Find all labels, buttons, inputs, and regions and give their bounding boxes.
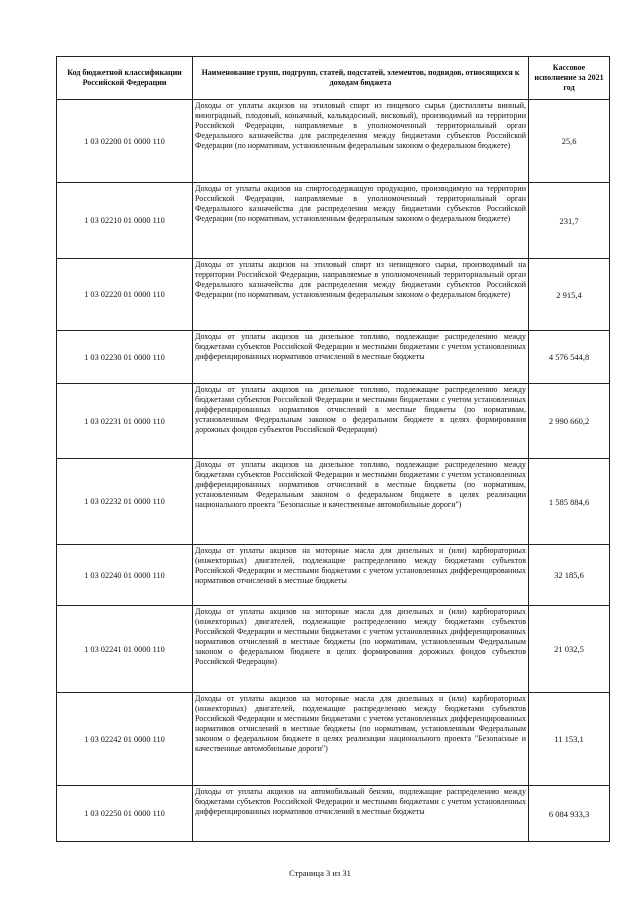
row-code: 1 03 02241 01 0000 110 — [57, 606, 193, 693]
row-code: 1 03 02200 01 0000 110 — [57, 100, 193, 183]
table-row — [57, 384, 610, 459]
table-row — [57, 606, 610, 693]
row-amount: 25,6 — [529, 100, 610, 183]
header-amount: Кассовое исполнение за 2021 год — [529, 57, 610, 100]
row-name: Доходы от уплаты акцизов на моторные масла для дизельных и (или) карбюраторных (инжекторных) двигателей, подлежащие распределению между бюджетами субъектов Российской Федерации и местными бюджетами с учетом установленных дифференцированных нормативов отчислений в местные бюджеты — [195, 546, 526, 585]
table-row — [57, 100, 610, 183]
table-row — [57, 331, 610, 384]
row-amount: 2 990 660,2 — [529, 384, 610, 459]
page-number: Страница 3 из 31 — [289, 868, 351, 878]
row-amount: 11 153,1 — [529, 693, 610, 786]
row-amount: 2 915,4 — [529, 259, 610, 331]
row-amount: 4 576 544,8 — [529, 331, 610, 384]
row-amount: 21 032,5 — [529, 606, 610, 693]
row-amount: 231,7 — [529, 183, 610, 259]
row-name: Доходы от уплаты акцизов на моторные масла для дизельных и (или) карбюраторных (инжекторных) двигателей, подлежащие распределению между бюджетами субъектов Российской Федерации и местными бюджетами с учетом установленных дифференцированных нормативов отчислений в местные бюджеты (по нормативам, установленным Федеральным законом о федеральном бюджете в целях формирования дорожных фондов субъектов Российской Федерации) — [195, 607, 526, 666]
budget-table-page — [56, 56, 609, 842]
row-code: 1 03 02240 01 0000 110 — [57, 545, 193, 606]
table-row — [57, 183, 610, 259]
header-name: Наименование групп, подгрупп, статей, подстатей, элементов, подвидов, относящихся к доходам бюджета — [193, 57, 529, 100]
row-name: Доходы от уплаты акцизов на спиртосодержащую продукцию, производимую на территории Российской Федерации, направляемые в уполномоченный территориальный орган Федерального казначейства для распределения между бюджетами субъектов Российской Федерации (по нормативам, установленным федеральным законом о федеральном бюджете) — [195, 184, 526, 223]
row-code: 1 03 02250 01 0000 110 — [57, 786, 193, 842]
row-code: 1 03 02220 01 0000 110 — [57, 259, 193, 331]
row-code: 1 03 02210 01 0000 110 — [57, 183, 193, 259]
row-code: 1 03 02242 01 0000 110 — [57, 693, 193, 786]
table-row — [57, 693, 610, 786]
budget-revenue-table — [56, 56, 610, 842]
row-amount: 6 084 933,3 — [529, 786, 610, 842]
row-code: 1 03 02230 01 0000 110 — [57, 331, 193, 384]
row-code: 1 03 02232 01 0000 110 — [57, 459, 193, 545]
row-name: Доходы от уплаты акцизов на этиловый спирт из непищевого сырья, производимый на территории Российской Федерации, направляемые в уполномоченный территориальный орган Федерального казначейства для распределения между бюджетами субъектов Российской Федерации (по нормативам, установленным федеральным законом о федеральном бюджете) — [195, 260, 526, 299]
row-amount: 32 185,6 — [529, 545, 610, 606]
table-header-row — [57, 57, 610, 100]
row-amount: 1 585 884,6 — [529, 459, 610, 545]
header-code: Код бюджетной классификации Российской Федерации — [57, 57, 193, 100]
row-name: Доходы от уплаты акцизов на дизельное топливо, подлежащие распределению между бюджетами субъектов Российской Федерации и местными бюджетами с учетом установленных дифференцированных нормативов отчислений в местные бюджеты (по нормативам, установленным Федеральным законом о федеральном бюджете в целях формирования дорожных фондов субъектов Российской Федерации) — [195, 385, 526, 434]
row-code: 1 03 02231 01 0000 110 — [57, 384, 193, 459]
row-name: Доходы от уплаты акцизов на дизельное топливо, подлежащие распределению между бюджетами субъектов Российской Федерации и местными бюджетами с учетом установленных дифференцированных нормативов отчислений в местные бюджеты — [195, 332, 526, 361]
table-row — [57, 786, 610, 842]
row-name: Доходы от уплаты акцизов на дизельное топливо, подлежащие распределению между бюджетами субъектов Российской Федерации и местными бюджетами с учетом установленных дифференцированных нормативов отчислений в местные бюджеты (по нормативам, установленным Федеральным законом о федеральном бюджете в целях реализации национального проекта "Безопасные и качественные автомобильные дороги") — [195, 460, 526, 509]
row-name: Доходы от уплаты акцизов на моторные масла для дизельных и (или) карбюраторных (инжекторных) двигателей, подлежащие распределению между бюджетами субъектов Российской Федерации и местными бюджетами с учетом установленных дифференцированных нормативов отчислений в местные бюджеты (по нормативам, установленным Федеральным законом о федеральном бюджете в целях реализации национального проекта "Безопасные и качественные автомобильные дороги") — [195, 694, 526, 753]
table-row — [57, 259, 610, 331]
row-name: Доходы от уплаты акцизов на автомобильный бензин, подлежащие распределению между бюджетами субъектов Российской Федерации и местными бюджетами с учетом установленных дифференцированных нормативов отчислений в местные бюджеты — [195, 787, 526, 816]
table-row — [57, 459, 610, 545]
row-name: Доходы от уплаты акцизов на этиловый спирт из пищевого сырья (дистилляты винный, виноградный, плодовый, коньячный, кальвадосный, висковый), производимый на территории Российской Федерации, направляемые в уполномоченный территориальный орган Федерального казначейства для распределения между бюджетами субъектов Российской Федерации (по нормативам, установленным федеральным законом о федеральном бюджете) — [195, 101, 526, 150]
table-row — [57, 545, 610, 606]
